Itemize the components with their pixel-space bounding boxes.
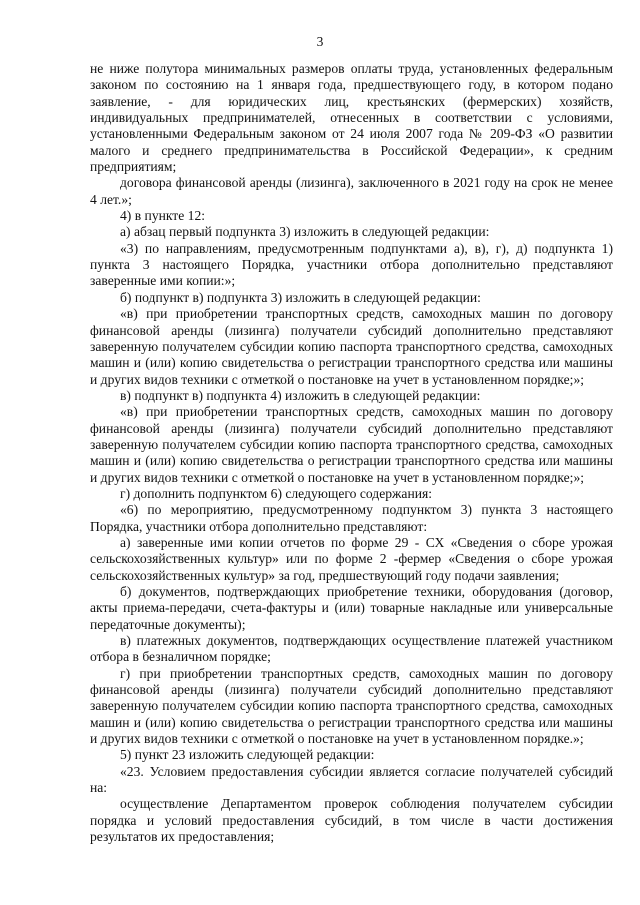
paragraph: а) абзац первый подпункта 3) изложить в следующей редакции: [120, 224, 490, 240]
paragraph: в) платежных документов, подтверждающих осуществление платежей участником отбора в безналичном порядке; [90, 633, 613, 665]
paragraph: г) при приобретении транспортных средств, самоходных машин по договору финансовой аренды (лизинга) получатели субсидий дополнительно представляют заверенную получателем субсидии копию паспорта транспортного средства, самоходных машин и (или) копию свидетельства о регистрации транспортного средства или машины и других видов техники с отметкой о постановке на учет в установленном порядке.»; [90, 665, 613, 747]
paragraph: «в) при приобретении транспортных средств, самоходных машин по договору финансовой аренды (лизинга) получатели субсидий дополнительно представляют заверенную получателем субсидии копию паспорта транспортного средства, самоходных машин и (или) копию свидетельства о регистрации транспортного средства или машины и других видов техники с отметкой о постановке на учет в установленном порядке;»; [90, 306, 613, 387]
paragraph: «в) при приобретении транспортных средств, самоходных машин по договору финансовой аренды (лизинга) получатели субсидий дополнительно представляют заверенную получателем субсидии копию паспорта транспортного средства, самоходных машин и (или) копию свидетельства о регистрации транспортного средства или машины и других видов техники с отметкой о постановке на учет в установленном порядке;»; [90, 404, 613, 485]
paragraph-continuation: не ниже полутора минимальных размеров оплаты труда, установленных федеральным законом по состоянию на 1 января года, предшествующего году, в котором подано заявление, - для юридических лиц, крестьянских (фермерских) хозяйств, индивидуальных предпринимателей, отнесенных в соответствии с условиями, установленными Федеральным законом от 24 июля 2007 года № 209-ФЗ «О развитии малого и среднего предпринимательства в Российской Федерации», к средним предприятиям; [90, 61, 613, 175]
paragraph: а) заверенные ими копии отчетов по форме 29 - СХ «Сведения о сборе урожая сельскохозяйственных культур» или по форме 2 -фермер «Сведения о сборе урожая сельскохозяйственных культур» за год, предшествующий году подачи заявления; [90, 534, 613, 583]
paragraph: осуществление Департаментом проверок соблюдения получателем субсидии порядка и условий предоставления субсидий, в том числе в части достижения результатов их предоставления; [90, 796, 613, 845]
paragraph: договора финансовой аренды (лизинга), заключенного в 2021 году на срок не менее 4 лет.»; [90, 175, 613, 207]
page-number: 3 [316, 34, 324, 49]
paragraph: в) подпункт в) подпункта 4) изложить в следующей редакции: [120, 387, 481, 403]
paragraph: г) дополнить подпунктом 6) следующего содержания: [120, 485, 433, 501]
document-body [90, 61, 613, 846]
paragraph: б) документов, подтверждающих приобретение техники, оборудования (договор, акты приема-передачи, счета-фактуры и (или) товарные накладные или универсальные передаточные документы); [90, 584, 613, 632]
paragraph: «3) по направлениям, предусмотренным подпунктами а), в), г), д) подпункта 1) пункта 3 настоящего Порядка, участники отбора дополнительно представляют заверенные ими копии:»; [90, 240, 613, 289]
paragraph: 4) в пункте 12: [120, 208, 206, 224]
paragraph: «6) по мероприятию, предусмотренному подпунктом 3) пункта 3 настоящего Порядка, участники отбора дополнительно представляют: [90, 502, 613, 534]
paragraph: «23. Условием предоставления субсидии является согласие получателей субсидий на: [90, 763, 613, 796]
paragraph: б) подпункт в) подпункта 3) изложить в следующей редакции: [120, 289, 481, 305]
paragraph: 5) пункт 23 изложить следующей редакции: [120, 747, 375, 763]
